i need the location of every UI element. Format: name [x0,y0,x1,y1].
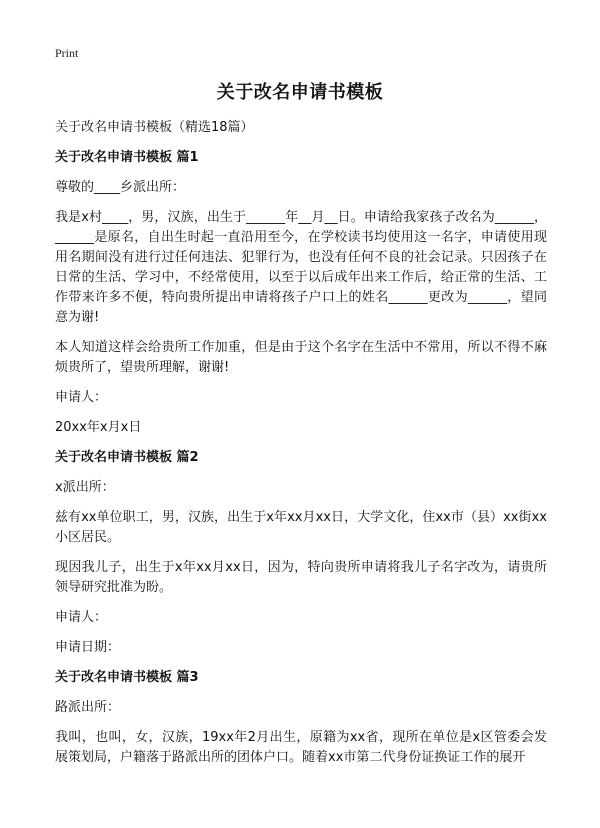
section-heading: 关于改名申请书模板 篇1 [55,150,199,165]
document-subtitle: 关于改名申请书模板（精选18篇） [55,120,254,135]
section-2 [55,448,547,658]
document-body [55,118,547,778]
salutation: 尊敬的____乡派出所： [55,180,186,195]
print-label: Print [55,46,79,60]
body-paragraph: 现因我儿子，出生于x年xx月xx日，因为，特向贵所申请将我儿子名字改为，请贵所领导研究批准为盼。 [55,560,547,595]
section-heading: 关于改名申请书模板 篇3 [55,670,199,685]
document-title: 关于改名申请书模板 [216,82,384,103]
section-1 [55,148,547,438]
signature-label: 申请人： [55,390,108,405]
signature-label: 申请人： [55,610,108,625]
section-3 [55,668,547,768]
body-paragraph: 我是x村____，男，汉族，出生于______年__月__日。申请给我家孩子改名为______，______是原名，自出生时起一直沿用至今，在学校读书均使用这一名字，申请使用现用名期间没有进行过任何违法、犯罪行为，也没有任何不良的社会记录。只因孩子在日常的生活、学习中，不经常使用，以至于以后成年出来工作后，给正常的生活、工作带来许多不便，特向贵所提出申请将孩子户口上的姓名______更改为______，望同意为谢! [55,210,547,325]
salutation: x派出所： [55,480,115,495]
section-heading: 关于改名申请书模板 篇2 [55,450,199,465]
body-paragraph: 兹有xx单位职工，男，汉族，出生于x年xx月xx日，大学文化，住xx市（县）xx街xx小区居民。 [55,510,547,545]
body-paragraph: 我叫，也叫，女，汉族，19xx年2月出生，原籍为xx省，现所在单位是x区管委会发展策划局，户籍落于路派出所的团体户口。随着xx市第二代身份证换证工作的展开 [55,730,547,765]
date-line: 申请日期： [55,640,121,655]
salutation: 路派出所： [55,700,121,715]
date-line: 20xx年x月x日 [55,420,142,435]
body-paragraph: 本人知道这样会给贵所工作加重，但是由于这个名字在生活中不常用，所以不得不麻烦贵所了，望贵所理解，谢谢! [55,340,547,375]
